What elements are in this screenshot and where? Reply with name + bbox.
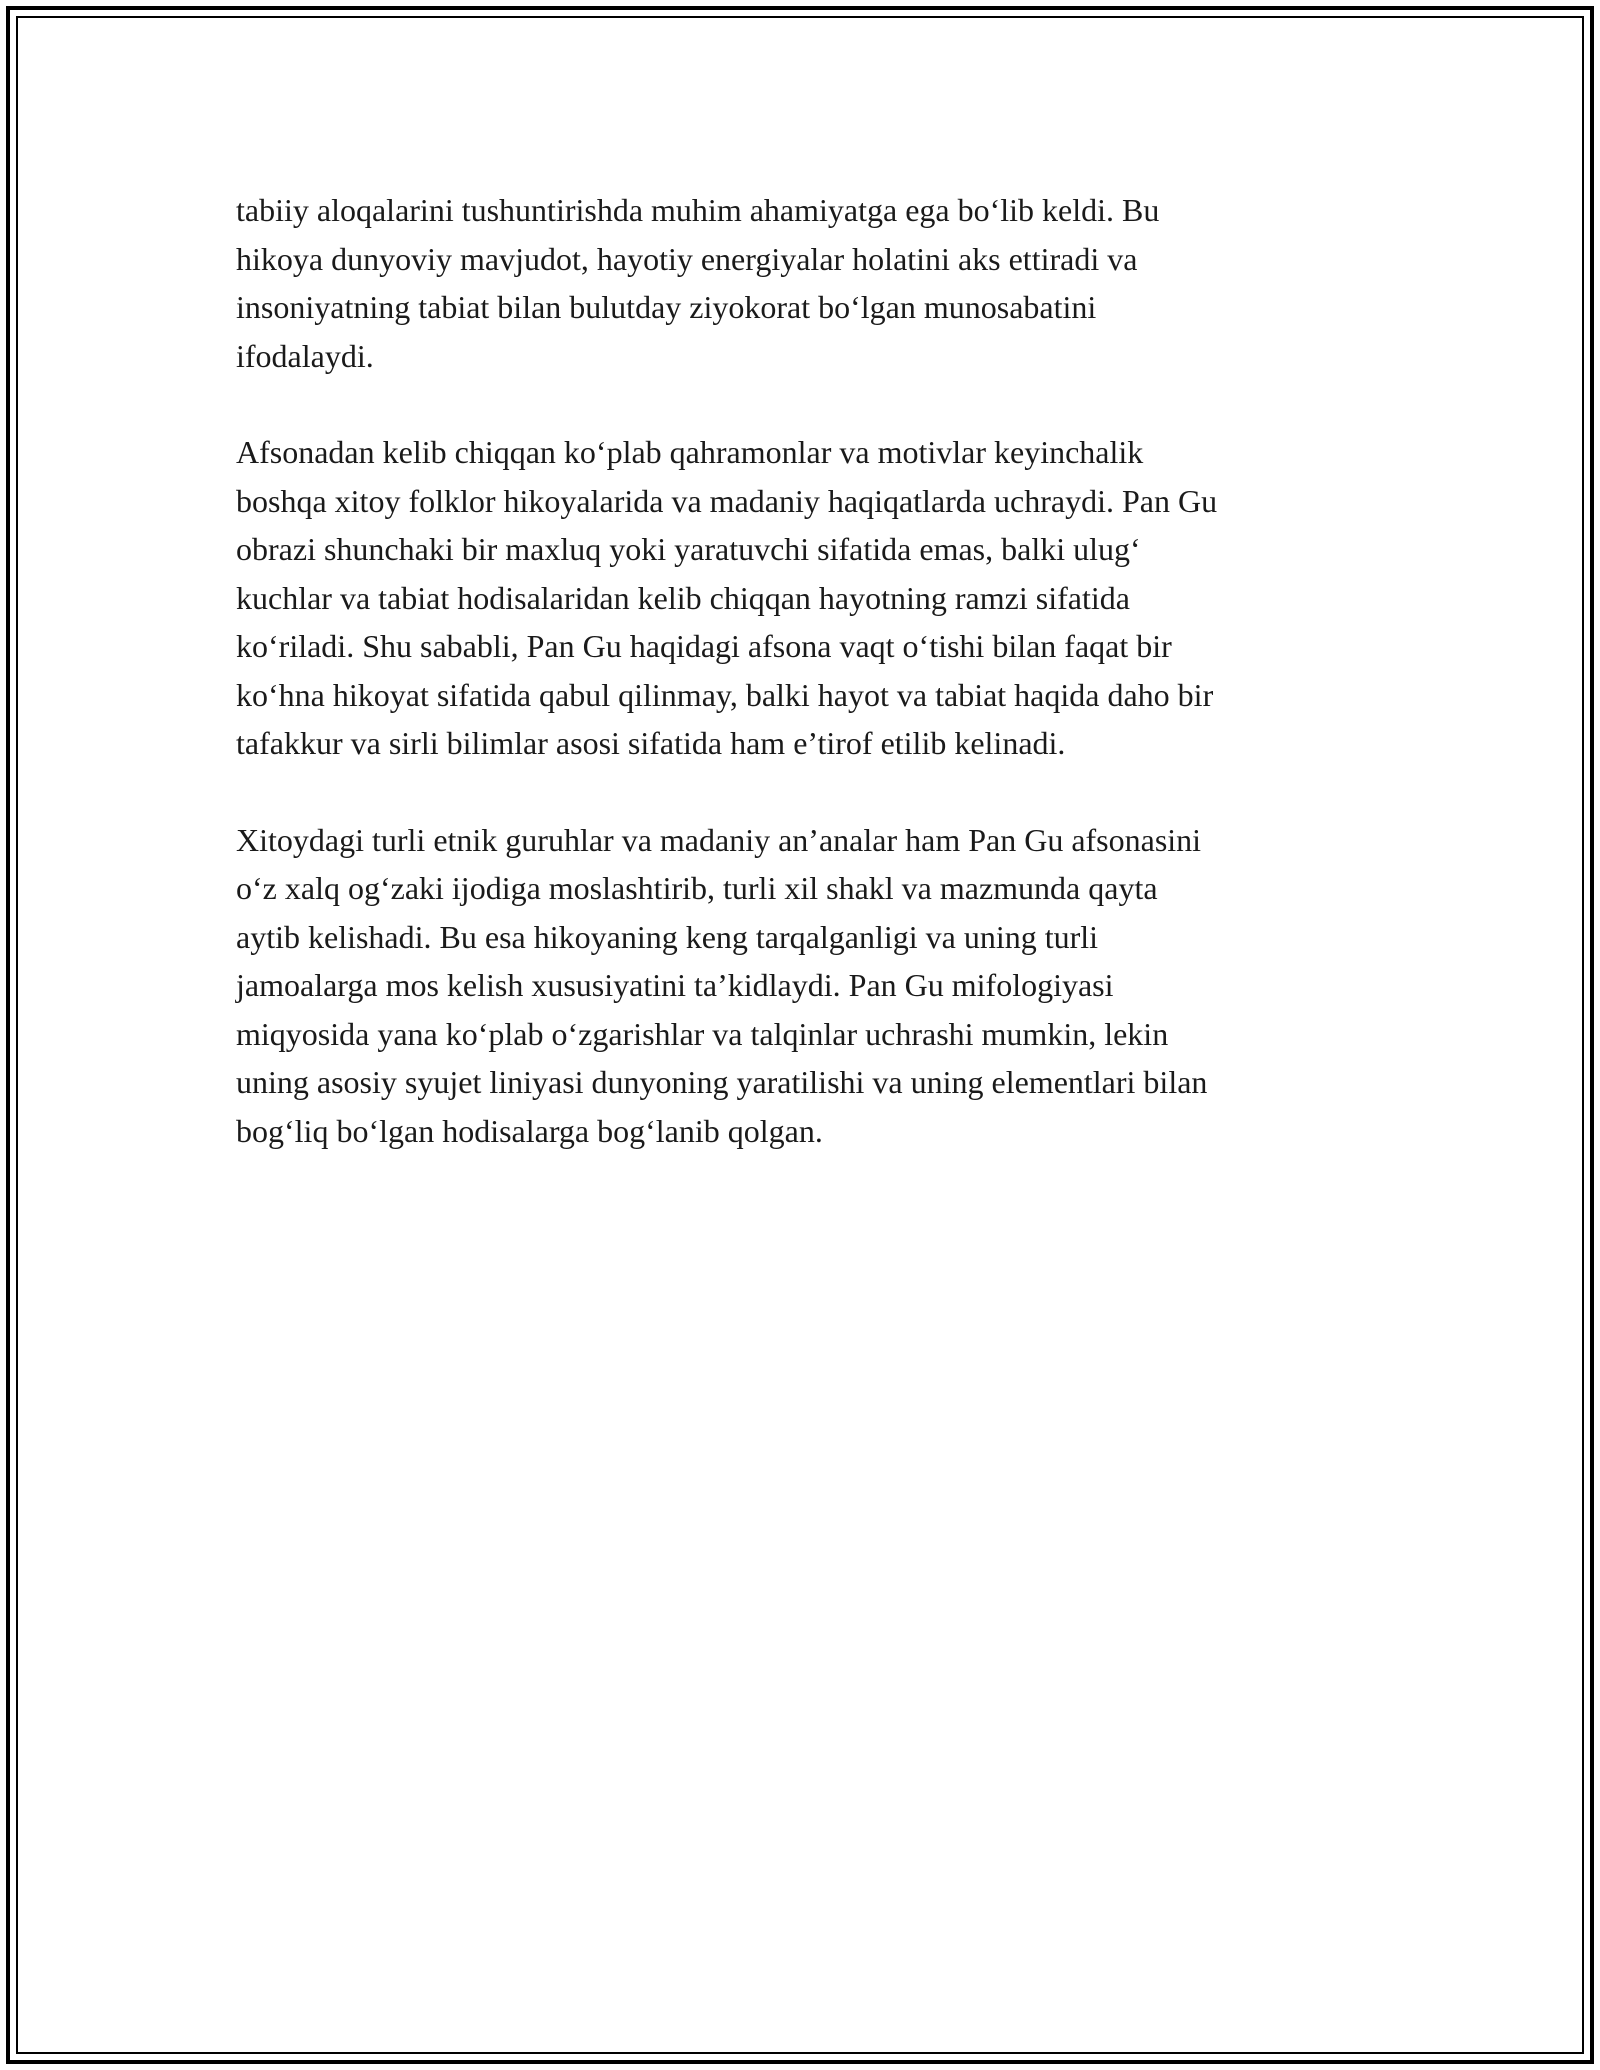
paragraph-2: Afsonadan kelib chiqqan ko‘plab qahramonlar va motivlar keyinchalik boshqa xitoy folklor hikoyalarida va madaniy haqiqatlarda uchraydi. Pan Gu obrazi shunchaki bir maxluq yoki yaratuvchi sifatida emas, balki ulug‘ kuchlar va tabiat hodisalaridan kelib chiqqan hayotning ramzi sifatida ko‘riladi. Shu sababli, Pan Gu haqidagi afsona vaqt o‘tishi bilan faqat bir ko‘hna hikoyat sifatida qabul qilinmay, balki hayot va tabiat haqida daho bir tafakkur va sirli bilimlar asosi sifatida ham e’tirof etilib kelinadi.	[236, 434, 1218, 761]
document-body	[236, 186, 1366, 1203]
paragraph-3: Xitoydagi turli etnik guruhlar va madaniy an’analar ham Pan Gu afsonasini o‘z xalq og‘zaki ijodiga moslashtirib, turli xil shakl va mazmunda qayta aytib kelishadi. Bu esa hikoyaning keng tarqalganligi va uning turli jamoalarga mos kelish xususiyatini ta’kidlaydi. Pan Gu mifologiyasi miqyosida yana ko‘plab o‘zgarishlar va talqinlar uchrashi mumkin, lekin uning asosiy syujet liniyasi dunyoning yaratilishi va uning elementlari bilan bog‘liq bo‘lgan hodisalarga bog‘lanib qolgan.	[236, 821, 1208, 1149]
paragraph-1: tabiiy aloqalarini tushuntirishda muhim ahamiyatga ega bo‘lib keldi. Bu hikoya dunyoviy mavjudot, hayotiy energiyalar holatini aks ettiradi va insoniyatning tabiat bilan bulutday ziyokorat bo‘lgan munosabatini ifodalaydi.	[236, 192, 1160, 374]
